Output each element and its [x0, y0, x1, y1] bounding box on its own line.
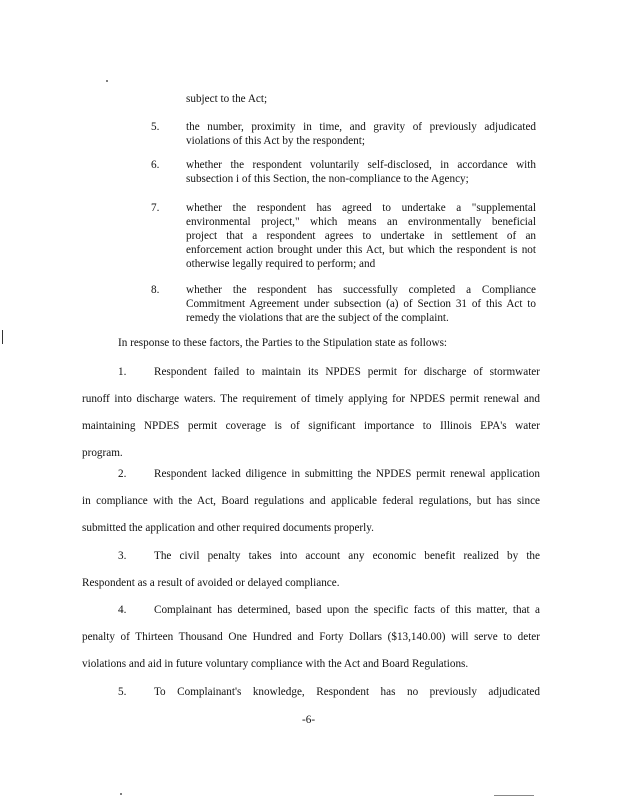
list-item-7-line-3: project that a respondent agrees to undertake in settlement of an [186, 230, 536, 242]
intro-paragraph: In response to these factors, the Parties to the Stipulation state as follows: [118, 337, 448, 349]
paragraph-2-line-2: in compliance with the Act, Board regulations and applicable federal regulations, but has since [82, 495, 540, 507]
paragraph-4-line-1: Complainant has determined, based upon the specific facts of this matter, that a [154, 604, 540, 616]
list-item-5-line-2: violations of this Act by the respondent; [186, 135, 365, 147]
paragraph-4-line-2: penalty of Thirteen Thousand One Hundred and Forty Dollars ($13,140.00) will serve to deter [82, 631, 540, 643]
list-item-7-line-4: enforcement action brought under this Act, but which the respondent is not [186, 244, 536, 256]
paragraph-5-number: 5. [118, 686, 127, 698]
scan-speck [106, 80, 108, 82]
list-item-6-number: 6. [151, 159, 160, 171]
list-item-8-number: 8. [151, 284, 160, 296]
paragraph-1-line-1: Respondent failed to maintain its NPDES permit for discharge of stormwater [154, 366, 540, 378]
paragraph-3-line-2: Respondent as a result of avoided or delayed compliance. [82, 577, 340, 589]
paragraph-1-line-2: runoff into discharge waters. The requirement of timely applying for NPDES permit renewal and [82, 393, 540, 405]
paragraph-2-line-1: Respondent lacked diligence in submitting the NPDES permit renewal application [154, 468, 540, 480]
paragraph-4-line-3: violations and aid in future voluntary compliance with the Act and Board Regulations. [82, 658, 469, 670]
list-item-8-line-3: remedy the violations that are the subject of the complaint. [186, 312, 449, 324]
list-item-7-line-5: otherwise legally required to perform; and [186, 258, 376, 270]
page-number: -6- [302, 714, 316, 726]
list-item-5-number: 5. [151, 121, 160, 133]
scan-edge-mark [2, 330, 3, 344]
list-item-7-number: 7. [151, 202, 160, 214]
paragraph-4-number: 4. [118, 604, 127, 616]
scan-speck [120, 793, 122, 795]
paragraph-2-line-3: submitted the application and other required documents properly. [82, 522, 374, 534]
paragraph-2-number: 2. [118, 468, 127, 480]
list-item-7-line-2: environmental project," which means an environmentally beneficial [186, 216, 536, 228]
list-item-6-line-1: whether the respondent voluntarily self-disclosed, in accordance with [186, 159, 536, 171]
paragraph-1-line-4: program. [82, 447, 123, 459]
paragraph-5-line-1: To Complainant's knowledge, Respondent has no previously adjudicated [154, 686, 540, 698]
list-item-5-line-1: the number, proximity in time, and gravity of previously adjudicated [186, 121, 536, 133]
list-item-7-line-1: whether the respondent has agreed to undertake a "supplemental [186, 202, 536, 214]
paragraph-1-line-3: maintaining NPDES permit coverage is of significant importance to Illinois EPA's water [82, 420, 540, 432]
list-item-8-line-2: Commitment Agreement under subsection (a) of Section 31 of this Act to [186, 298, 536, 310]
list-item-8-line-1: whether the respondent has successfully completed a Compliance [186, 284, 536, 296]
paragraph-1-number: 1. [118, 366, 127, 378]
list-item-4-line-2: subject to the Act; [186, 93, 268, 105]
paragraph-3-number: 3. [118, 550, 127, 562]
paragraph-3-line-1: The civil penalty takes into account any economic benefit realized by the [154, 550, 540, 562]
list-item-6-line-2: subsection i of this Section, the non-compliance to the Agency; [186, 173, 469, 185]
scan-edge-mark [494, 795, 534, 796]
